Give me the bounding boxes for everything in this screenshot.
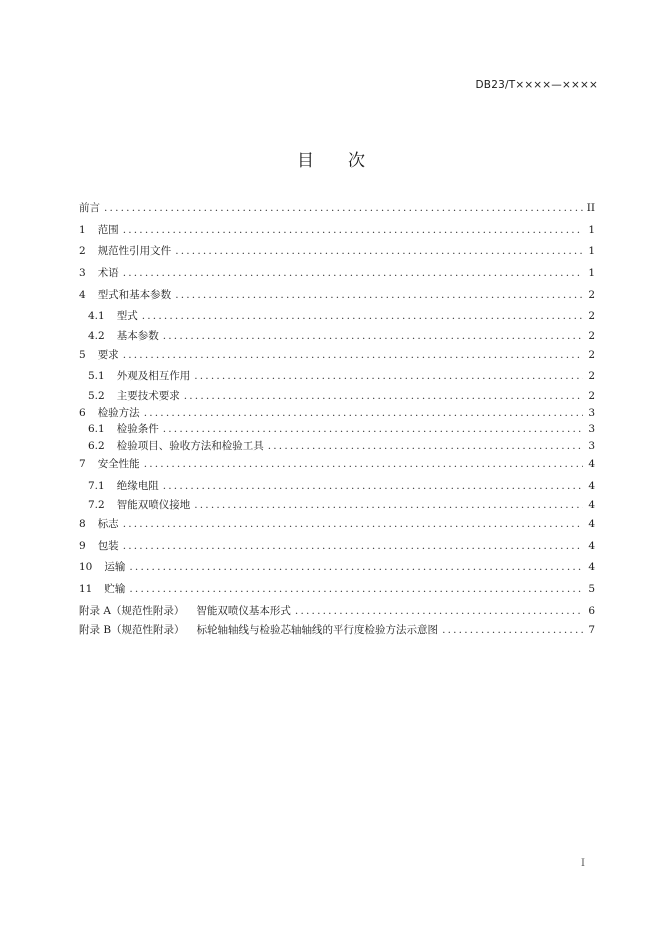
toc-entry-number: 附录 A（规范性附录） <box>79 604 185 617</box>
toc-entry-number: 附录 B（规范性附录） <box>79 624 185 637</box>
toc-leader-dots <box>194 497 583 514</box>
toc-leader-dots <box>175 285 583 307</box>
toc-leader-dots <box>142 306 583 328</box>
toc-leader-dots <box>129 557 583 579</box>
toc-entry-6[interactable] <box>79 405 595 422</box>
toc-entry-number: 7 <box>79 458 86 470</box>
toc-entry-page: 3 <box>588 406 595 419</box>
toc-leader-dots <box>129 579 583 601</box>
toc-entry-page: 1 <box>588 223 595 236</box>
toc-entry-label: 标志 <box>97 517 119 530</box>
toc-entry-11[interactable] <box>79 579 595 601</box>
toc-entry-page: 1 <box>588 245 595 258</box>
page-number: I <box>581 858 585 869</box>
toc-entry-page: 5 <box>588 582 595 595</box>
document-code: DB23/T××××—×××× <box>475 79 598 91</box>
toc-entry-page: 2 <box>588 330 595 343</box>
toc-leader-dots <box>123 220 583 242</box>
toc-entry-appendix-b[interactable] <box>79 622 595 639</box>
toc-entry-page: 2 <box>588 348 595 361</box>
toc-entry-page: 4 <box>588 479 595 492</box>
toc-entry-page: 2 <box>588 288 595 301</box>
toc-entry-label: 运输 <box>104 561 126 574</box>
toc-entry-page: 3 <box>588 439 595 452</box>
toc-entry-page: 7 <box>588 624 595 637</box>
toc-entry-label: 安全性能 <box>97 458 140 470</box>
toc-entry-number: 10 <box>79 561 93 574</box>
toc-entry-page: 2 <box>588 310 595 323</box>
toc-entry-6-1[interactable] <box>79 421 595 438</box>
toc-entry-8[interactable] <box>79 514 595 536</box>
toc-list <box>79 198 595 639</box>
toc-entry-number: 5 <box>79 348 86 361</box>
toc-leader-dots <box>123 263 583 285</box>
toc-entry-4-1[interactable] <box>79 306 595 328</box>
toc-entry-label: 智能双喷仪基本形式 <box>196 604 291 617</box>
toc-entry-page: 2 <box>588 370 595 383</box>
toc-leader-dots <box>144 454 583 476</box>
toc-leader-dots <box>442 622 583 639</box>
toc-entry-label: 型式 <box>116 310 138 323</box>
toc-entry-7-1[interactable] <box>79 476 595 498</box>
toc-entry-number: 5.2 <box>88 390 105 402</box>
toc-entry-number: 9 <box>79 539 86 552</box>
toc-entry-5-2[interactable] <box>79 388 595 405</box>
toc-entry-3[interactable] <box>79 263 595 285</box>
toc-entry-4[interactable] <box>79 285 595 307</box>
toc-entry-2[interactable] <box>79 241 595 263</box>
toc-entry-9[interactable] <box>79 536 595 558</box>
toc-entry-label: 要求 <box>97 348 119 361</box>
toc-entry-number: 7.2 <box>88 499 105 512</box>
toc-leader-dots <box>123 536 583 558</box>
toc-entry-number: 4 <box>79 288 86 301</box>
toc-entry-1[interactable] <box>79 220 595 242</box>
toc-entry-page: 2 <box>588 390 595 402</box>
toc-entry-6-2[interactable] <box>79 438 595 455</box>
toc-entry-7[interactable] <box>79 454 595 476</box>
toc-entry-foreword[interactable] <box>79 198 595 220</box>
toc-leader-dots <box>184 388 583 405</box>
toc-entry-number: 5.1 <box>88 370 105 383</box>
toc-entry-page: 4 <box>588 499 595 512</box>
toc-entry-label: 前言 <box>79 202 100 214</box>
toc-entry-label: 检验方法 <box>97 406 140 419</box>
toc-leader-dots <box>144 405 583 422</box>
toc-entry-label: 基本参数 <box>116 330 159 343</box>
toc-leader-dots <box>104 198 583 220</box>
toc-entry-number: 11 <box>79 582 93 595</box>
toc-entry-number: 8 <box>79 517 86 530</box>
toc-entry-7-2[interactable] <box>79 497 595 514</box>
toc-leader-dots <box>123 514 583 536</box>
toc-entry-number: 1 <box>79 223 86 236</box>
toc-entry-number: 6 <box>79 406 86 419</box>
toc-entry-number: 7.1 <box>88 479 105 492</box>
toc-leader-dots <box>268 438 583 455</box>
toc-entry-number: 3 <box>79 267 86 280</box>
toc-entry-appendix-a[interactable] <box>79 601 595 623</box>
toc-title: 目次 <box>297 151 399 171</box>
toc-entry-page: 4 <box>588 517 595 530</box>
toc-entry-page: 4 <box>588 561 595 574</box>
toc-entry-label: 术语 <box>97 267 119 280</box>
toc-entry-label: 型式和基本参数 <box>97 288 172 301</box>
toc-entry-label: 范围 <box>97 223 119 236</box>
toc-entry-label: 包装 <box>97 539 119 552</box>
toc-entry-label: 外观及相互作用 <box>116 370 191 383</box>
toc-entry-4-2[interactable] <box>79 328 595 345</box>
toc-entry-label: 标轮轴轴线与检验芯轴轴线的平行度检验方法示意图 <box>196 624 439 637</box>
toc-leader-dots <box>175 241 583 263</box>
toc-entry-label: 检验项目、验收方法和检验工具 <box>116 439 264 452</box>
toc-leader-dots <box>194 366 583 388</box>
toc-entry-page: 1 <box>588 267 595 280</box>
toc-entry-page: II <box>586 202 595 214</box>
toc-entry-page: 4 <box>588 458 595 470</box>
toc-leader-dots <box>163 328 583 345</box>
toc-entry-page: 6 <box>588 604 595 617</box>
toc-entry-label: 贮输 <box>104 582 126 595</box>
toc-entry-number: 6.2 <box>88 439 105 452</box>
toc-leader-dots <box>123 345 583 367</box>
toc-entry-number: 4.2 <box>88 330 105 343</box>
toc-entry-label: 智能双喷仪接地 <box>116 499 191 512</box>
toc-leader-dots <box>163 476 583 498</box>
toc-entry-5-1[interactable] <box>79 366 595 388</box>
toc-entry-label: 检验条件 <box>116 423 159 435</box>
toc-entry-page: 3 <box>588 423 595 435</box>
toc-leader-dots <box>295 601 583 623</box>
toc-entry-label: 规范性引用文件 <box>97 245 172 258</box>
toc-entry-label: 主要技术要求 <box>116 390 180 402</box>
toc-entry-label: 绝缘电阻 <box>116 479 159 492</box>
toc-entry-5[interactable] <box>79 345 595 367</box>
toc-entry-number: 6.1 <box>88 423 105 435</box>
toc-leader-dots <box>163 421 583 438</box>
toc-entry-number: 2 <box>79 245 86 258</box>
toc-entry-page: 4 <box>588 539 595 552</box>
toc-entry-10[interactable] <box>79 557 595 579</box>
toc-entry-number: 4.1 <box>88 310 105 323</box>
